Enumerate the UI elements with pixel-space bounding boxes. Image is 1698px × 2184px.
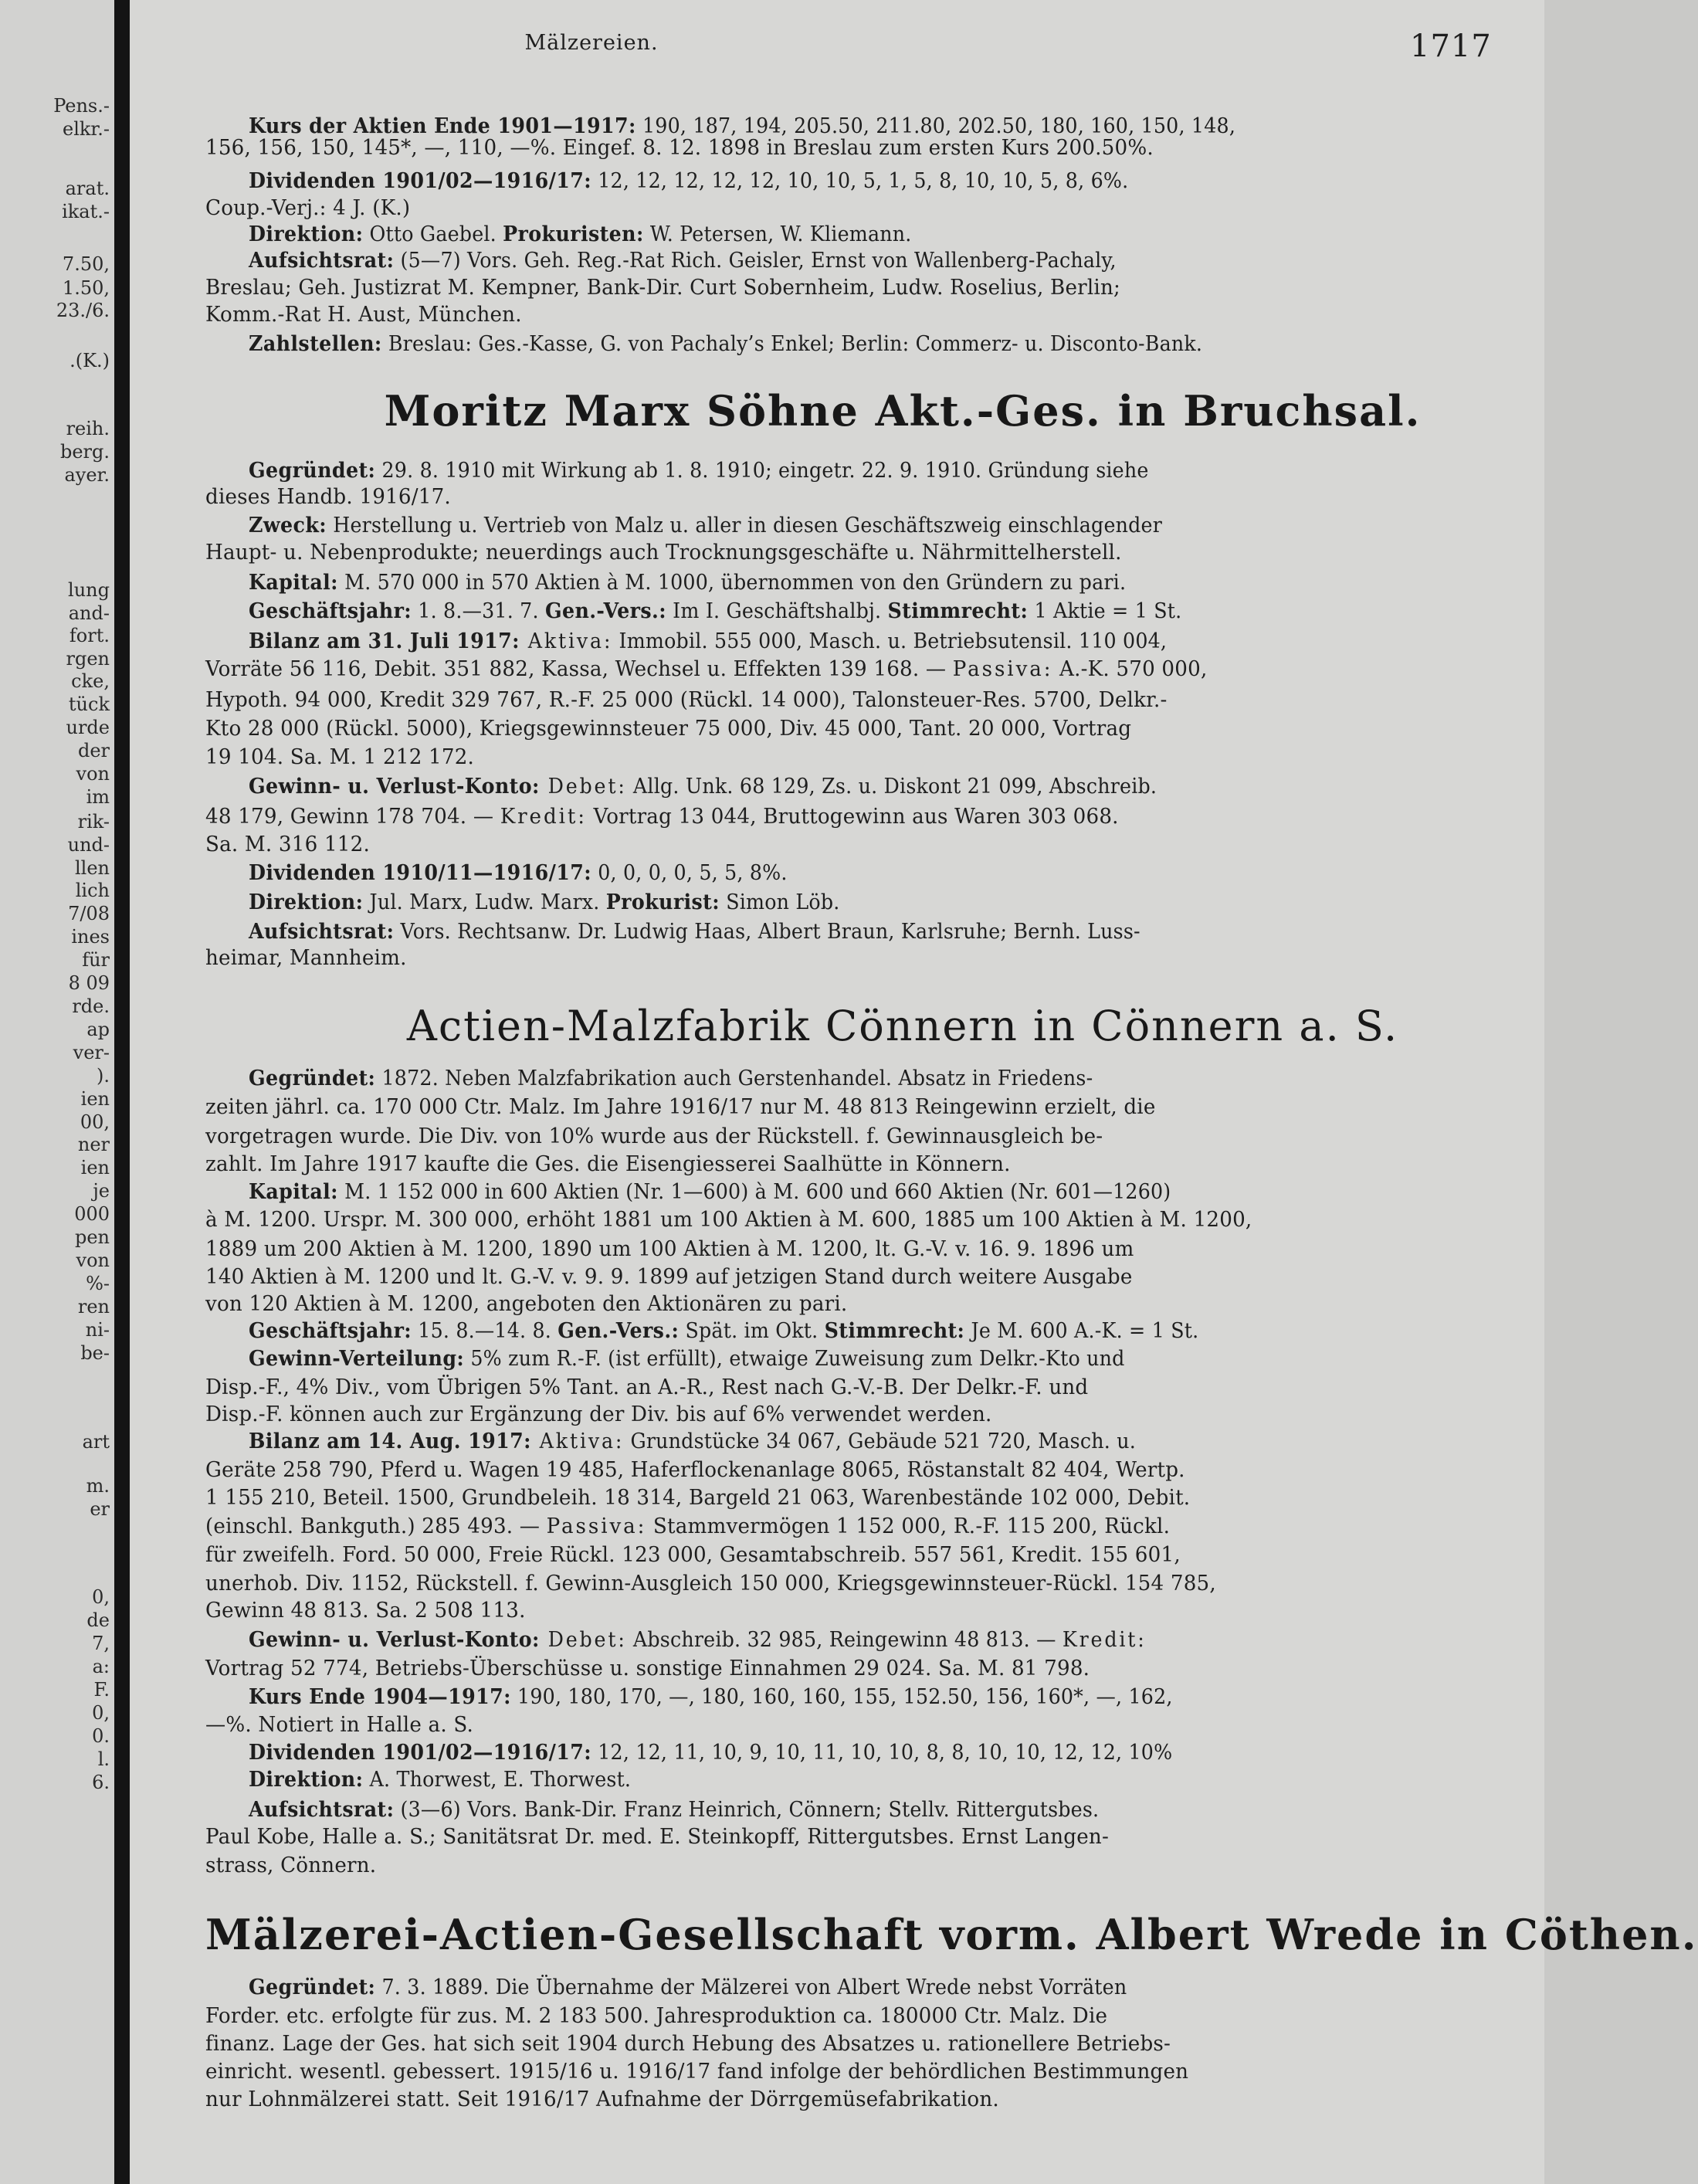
text-line bbox=[249, 171, 1557, 192]
margin-fragment: ayer. bbox=[64, 464, 110, 486]
text-line bbox=[249, 601, 1557, 622]
field-text: Herstellung u. Vertrieb von Malz u. aller in diesen Geschäftszweig einschlagender bbox=[326, 514, 1162, 538]
company-title: Moritz Marx Söhne Akt.-Ges. in Bruchsal. bbox=[384, 386, 1422, 436]
margin-fragment: art bbox=[82, 1431, 110, 1453]
field-text: A. Thorwest, E. Thorwest. bbox=[363, 1768, 632, 1792]
field-label: Kurs Ende 1904—1917: bbox=[249, 1685, 511, 1709]
text-line bbox=[205, 747, 1557, 768]
margin-fragment: ines bbox=[71, 926, 110, 948]
field-text: Vortrag 52 774, Betriebs-Überschüsse u. sonstige Einnahmen 29 024. Sa. M. 81 798. bbox=[205, 1657, 1090, 1680]
text-line bbox=[249, 776, 1557, 797]
field-text: 0, 0, 0, 0, 5, 5, 8%. bbox=[591, 861, 788, 885]
text-line bbox=[205, 690, 1557, 710]
text-line bbox=[205, 1487, 1557, 1508]
field-label: Dividenden 1901/02—1916/17: bbox=[249, 1741, 591, 1765]
text-line bbox=[205, 2033, 1557, 2054]
margin-fragment: im bbox=[86, 786, 110, 808]
margin-fragment: %- bbox=[86, 1273, 110, 1294]
field-text: —%. Notiert in Halle a. S. bbox=[205, 1713, 474, 1737]
margin-fragment: 8 09 bbox=[68, 972, 110, 994]
field-label: Aufsichtsrat: bbox=[249, 249, 395, 273]
text-line bbox=[249, 224, 1557, 245]
margin-fragment: ner bbox=[77, 1134, 110, 1155]
field-text: M. 570 000 in 570 Aktien à M. 1000, übernommen von den Gründern zu pari. bbox=[337, 571, 1127, 595]
field-label: Kurs der Aktien Ende 1901—1917: bbox=[249, 114, 636, 138]
field-text: 12, 12, 11, 10, 9, 10, 11, 10, 10, 8, 8, 10, 10, 12, 12, 10% bbox=[591, 1741, 1173, 1765]
margin-fragment: l. bbox=[97, 1748, 110, 1770]
text-line bbox=[249, 1321, 1557, 1341]
field-label: Geschäftsjahr: bbox=[249, 1319, 412, 1343]
margin-fragment: ien bbox=[80, 1157, 110, 1178]
field-text: (einschl. Bankguth.) 285 493. — bbox=[205, 1514, 547, 1538]
text-line bbox=[205, 834, 1557, 855]
margin-fragment: arat. bbox=[65, 178, 110, 199]
margin-fragment: je bbox=[93, 1180, 110, 1202]
margin-fragment: rik- bbox=[77, 811, 110, 833]
text-line bbox=[249, 921, 1557, 942]
field-label: Prokuristen: bbox=[503, 222, 644, 246]
text-line bbox=[249, 1431, 1557, 1452]
text-line bbox=[249, 1182, 1557, 1202]
field-text: vorgetragen wurde. Die Div. von 10% wurde aus der Rückstell. f. Gewinnausgleich be- bbox=[205, 1124, 1103, 1148]
spaced-label: Kredit: bbox=[1062, 1628, 1147, 1652]
margin-fragment: er bbox=[90, 1498, 110, 1520]
field-label: Gegründet: bbox=[249, 459, 376, 483]
margin-fragment: tück bbox=[68, 694, 110, 715]
field-text: Immobil. 555 000, Masch. u. Betriebsutensil. 110 004, bbox=[612, 629, 1168, 653]
margin-fragment: 0. bbox=[92, 1725, 110, 1747]
field-text: Breslau; Geh. Justizrat M. Kempner, Bank-Dir. Curt Sobernheim, Ludw. Roselius, Berlin; bbox=[205, 276, 1121, 300]
margin-fragment: 6. bbox=[92, 1772, 110, 1793]
margin-fragment: ien bbox=[80, 1088, 110, 1110]
field-text: Simon Löb. bbox=[719, 890, 840, 914]
field-text: Forder. etc. erfolgte für zus. M. 2 183 500. Jahresproduktion ca. 180000 Ctr. Malz. Die bbox=[205, 2004, 1108, 2028]
text-line bbox=[249, 1799, 1557, 1820]
field-text: Haupt- u. Nebenprodukte; neuerdings auch Trocknungsgeschäfte u. Nährmittelherstell. bbox=[205, 541, 1122, 565]
text-line bbox=[205, 1573, 1557, 1594]
margin-fragment: von bbox=[76, 1250, 110, 1271]
field-text: W. Petersen, W. Kliemann. bbox=[643, 222, 912, 246]
field-text: Otto Gaebel. bbox=[363, 222, 503, 246]
text-line bbox=[205, 1126, 1557, 1147]
margin-fragment: cke, bbox=[71, 670, 110, 692]
field-text: Gewinn 48 813. Sa. 2 508 113. bbox=[205, 1599, 526, 1623]
field-text: Disp.-F., 4% Div., vom Übrigen 5% Tant. an A.-R., Rest nach G.-V.-B. Der Delkr.-F. und bbox=[205, 1375, 1089, 1399]
text-line bbox=[249, 1348, 1557, 1369]
field-label: Gewinn-Verteilung: bbox=[249, 1347, 465, 1371]
field-text: 1889 um 200 Aktien à M. 1200, 1890 um 100 Aktien à M. 1200, lt. G.-V. v. 16. 9. 1896 um bbox=[205, 1237, 1134, 1261]
text-line bbox=[249, 334, 1557, 354]
margin-fragment: be- bbox=[80, 1342, 110, 1364]
field-label: Bilanz am 31. Juli 1917: bbox=[249, 629, 520, 653]
text-line bbox=[205, 1855, 1557, 1876]
text-line bbox=[205, 1460, 1557, 1480]
margin-fragment: elkr.- bbox=[63, 118, 110, 140]
spaced-label: Debet: bbox=[539, 775, 627, 799]
field-text: Stammvermögen 1 152 000, R.-F. 115 200, Rückl. bbox=[646, 1514, 1171, 1538]
field-text: Sa. M. 316 112. bbox=[205, 833, 370, 856]
margin-fragment: rde. bbox=[72, 995, 110, 1017]
margin-fragment: pen bbox=[74, 1226, 110, 1248]
field-label: Aufsichtsrat: bbox=[249, 920, 395, 944]
margin-fragment: and- bbox=[68, 602, 110, 624]
margin-fragment: ). bbox=[97, 1065, 110, 1087]
spaced-label: Kredit: bbox=[500, 805, 588, 829]
field-text: 1. 8.—31. 7. bbox=[412, 599, 545, 623]
field-label: Gen.-Vers.: bbox=[544, 599, 666, 623]
field-text: 19 104. Sa. M. 1 212 172. bbox=[205, 745, 475, 769]
field-label: Direktion: bbox=[249, 1768, 364, 1792]
field-text: 12, 12, 12, 12, 12, 10, 10, 5, 1, 5, 8, 10, 10, 5, 8, 6%. bbox=[591, 169, 1129, 193]
field-label: Stimmrecht: bbox=[887, 599, 1029, 623]
field-text: Abschreib. 32 985, Reingewinn 48 813. — bbox=[626, 1628, 1063, 1652]
text-line bbox=[205, 1209, 1557, 1230]
margin-fragment: ren bbox=[77, 1296, 110, 1318]
margin-fragment: 1.50, bbox=[62, 277, 110, 299]
margin-fragment: von bbox=[76, 763, 110, 785]
text-line bbox=[205, 1294, 1557, 1314]
field-label: Gegründet: bbox=[249, 1067, 376, 1090]
field-text: finanz. Lage der Ges. hat sich seit 1904 durch Hebung des Absatzes u. rationellere Betriebs- bbox=[205, 2032, 1171, 2056]
company-title: Mälzerei-Actien-Gesellschaft vorm. Albert Wrede in Cöthen. bbox=[205, 1910, 1698, 1959]
margin-fragment: lung bbox=[68, 579, 110, 601]
field-text: 7. 3. 1889. Die Übernahme der Mälzerei von Albert Wrede nebst Vorräten bbox=[375, 1975, 1127, 1999]
margin-fragment: urde bbox=[66, 717, 110, 738]
field-text: 1 Aktie = 1 St. bbox=[1028, 599, 1182, 623]
field-text: Vorräte 56 116, Debit. 351 882, Kassa, Wechsel u. Effekten 139 168. — bbox=[205, 657, 953, 681]
text-line bbox=[205, 2089, 1557, 2110]
field-text: M. 1 152 000 in 600 Aktien (Nr. 1—600) à M. 600 und 660 Aktien (Nr. 601—1260) bbox=[337, 1180, 1171, 1204]
field-text: Im I. Geschäftshalbj. bbox=[666, 599, 888, 623]
field-text: 1872. Neben Malzfabrikation auch Gerstenhandel. Absatz in Friedens- bbox=[375, 1067, 1093, 1090]
field-text: Jul. Marx, Ludw. Marx. bbox=[363, 890, 606, 914]
text-line bbox=[205, 304, 1557, 325]
text-line bbox=[205, 487, 1557, 507]
margin-fragment: 0, bbox=[92, 1702, 110, 1724]
field-label: Direktion: bbox=[249, 222, 364, 246]
margin-fragment: llen bbox=[74, 857, 110, 879]
text-line bbox=[249, 1977, 1557, 1998]
margin-fragment: de bbox=[86, 1609, 110, 1631]
field-text: einricht. wesentl. gebessert. 1915/16 u. 1916/17 fand infolge der behördlichen Bestimmungen bbox=[205, 2060, 1189, 2084]
spaced-label: Passiva: bbox=[952, 657, 1053, 681]
field-text: Geräte 258 790, Pferd u. Wagen 19 485, Haferflockenanlage 8065, Röstanstalt 82 404, Wertp. bbox=[205, 1458, 1185, 1482]
field-label: Gen.-Vers.: bbox=[558, 1319, 680, 1343]
field-label: Kapital: bbox=[249, 1180, 338, 1204]
field-label: Gewinn- u. Verlust-Konto: bbox=[249, 775, 540, 799]
field-text: 140 Aktien à M. 1200 und lt. G.-V. v. 9. 9. 1899 auf jetzigen Stand durch weitere Ausgabe bbox=[205, 1265, 1133, 1289]
field-text: 15. 8.—14. 8. bbox=[412, 1319, 558, 1343]
text-line bbox=[249, 892, 1557, 913]
running-header-title: Mälzereien. bbox=[524, 31, 659, 55]
field-text: (3—6) Vors. Bank-Dir. Franz Heinrich, Cönnern; Stellv. Rittergutsbes. bbox=[394, 1798, 1100, 1822]
text-line bbox=[205, 1516, 1557, 1537]
field-label: Gegründet: bbox=[249, 1975, 376, 1999]
field-text: à M. 1200. Urspr. M. 300 000, erhöht 1881 um 100 Aktien à M. 600, 1885 um 100 Aktien à M. 1200, bbox=[205, 1208, 1252, 1232]
field-text: Vortrag 13 044, Bruttogewinn aus Waren 303 068. bbox=[587, 805, 1119, 829]
field-text: Kto 28 000 (Rückl. 5000), Kriegsgewinnsteuer 75 000, Div. 45 000, Tant. 20 000, Vortrag bbox=[205, 717, 1132, 741]
field-text: für zweifelh. Ford. 50 000, Freie Rückl. 123 000, Gesamtabschreib. 557 561, Kredit. 155 601, bbox=[205, 1543, 1181, 1567]
text-line bbox=[205, 806, 1557, 827]
text-line bbox=[205, 1658, 1557, 1679]
margin-fragment: für bbox=[82, 949, 110, 971]
text-line bbox=[249, 1769, 1557, 1790]
field-text: (5—7) Vors. Geh. Reg.-Rat Rich. Geisler, Ernst von Wallenberg-Pachaly, bbox=[394, 249, 1117, 273]
margin-fragment: 7.50, bbox=[62, 253, 110, 275]
field-text: Hypoth. 94 000, Kredit 329 767, R.-F. 25 000 (Rückl. 14 000), Talonsteuer-Res. 5700, Delkr.- bbox=[205, 688, 1168, 712]
text-line bbox=[205, 1267, 1557, 1287]
field-text: nur Lohnmälzerei statt. Seit 1916/17 Aufnahme der Dörrgemüsefabrikation. bbox=[205, 2087, 999, 2111]
field-text: Disp.-F. können auch zur Ergänzung der Div. bis auf 6% verwendet werden. bbox=[205, 1402, 992, 1426]
margin-fragment: 23./6. bbox=[56, 300, 110, 321]
field-label: Dividenden 1901/02—1916/17: bbox=[249, 169, 591, 193]
text-line bbox=[249, 460, 1557, 481]
field-text: A.-K. 570 000, bbox=[1052, 657, 1208, 681]
field-text: 190, 180, 170, —, 180, 160, 160, 155, 152.50, 156, 160*, —, 162, bbox=[510, 1685, 1173, 1709]
company-title: Actien-Malzfabrik Cönnern in Cönnern a. S. bbox=[406, 1002, 1399, 1050]
text-line bbox=[205, 137, 1557, 158]
margin-fragment: 7/08 bbox=[68, 903, 110, 924]
text-line bbox=[205, 659, 1557, 680]
margin-fragment: ver- bbox=[73, 1042, 110, 1063]
margin-fragment: a: bbox=[92, 1656, 110, 1677]
field-text: Vors. Rechtsanw. Dr. Ludwig Haas, Albert Braun, Karlsruhe; Bernh. Luss- bbox=[394, 920, 1140, 944]
spaced-label: Debet: bbox=[539, 1628, 627, 1652]
text-line bbox=[205, 718, 1557, 739]
field-label: Kapital: bbox=[249, 571, 338, 595]
text-line bbox=[249, 1742, 1557, 1763]
field-label: Zahlstellen: bbox=[249, 332, 382, 356]
field-label: Aufsichtsrat: bbox=[249, 1798, 395, 1822]
field-text: 5% zum R.-F. (ist erfüllt), etwaige Zuweisung zum Delkr.-Kto und bbox=[464, 1347, 1125, 1371]
left-page-margin bbox=[0, 0, 114, 2184]
text-line bbox=[205, 1377, 1557, 1398]
margin-fragment: und- bbox=[67, 834, 110, 856]
spaced-label: Aktiva: bbox=[519, 629, 613, 653]
field-text: 190, 187, 194, 205.50, 211.80, 202.50, 180, 160, 150, 148, bbox=[635, 114, 1236, 138]
margin-fragment: 7, bbox=[92, 1633, 110, 1654]
text-line bbox=[249, 515, 1557, 536]
text-line bbox=[205, 1239, 1557, 1260]
field-text: Allg. Unk. 68 129, Zs. u. Diskont 21 099, Abschreib. bbox=[626, 775, 1157, 799]
text-line bbox=[205, 1154, 1557, 1175]
field-text: unerhob. Div. 1152, Rückstell. f. Gewinn-Ausgleich 150 000, Kriegsgewinnsteuer-Rückl. 154 785, bbox=[205, 1572, 1216, 1596]
page-number: 1717 bbox=[1410, 29, 1492, 64]
field-text: zahlt. Im Jahre 1917 kaufte die Ges. die Eisengiesserei Saalhütte in Könnern. bbox=[205, 1152, 1011, 1176]
field-text: Spät. im Okt. bbox=[679, 1319, 825, 1343]
field-text: strass, Cönnern. bbox=[205, 1853, 377, 1877]
text-line bbox=[249, 1687, 1557, 1708]
field-text: Je M. 600 A.-K. = 1 St. bbox=[964, 1319, 1199, 1343]
margin-fragment: fort. bbox=[69, 625, 110, 646]
field-text: 156, 156, 150, 145*, —, 110, —%. Eingef. 8. 12. 1898 in Breslau zum ersten Kurs 200.50%. bbox=[205, 136, 1154, 160]
field-text: 48 179, Gewinn 178 704. — bbox=[205, 805, 500, 829]
text-line bbox=[205, 542, 1557, 563]
spaced-label: Passiva: bbox=[546, 1514, 647, 1538]
field-text: zeiten jährl. ca. 170 000 Ctr. Malz. Im Jahre 1916/17 nur M. 48 813 Reingewinn erzielt, die bbox=[205, 1095, 1156, 1119]
margin-fragment: F. bbox=[93, 1679, 110, 1701]
text-line bbox=[249, 116, 1557, 137]
text-line bbox=[205, 948, 1557, 968]
text-line bbox=[249, 572, 1557, 593]
text-line bbox=[249, 631, 1557, 652]
margin-fragment: ni- bbox=[85, 1319, 110, 1341]
field-text: Paul Kobe, Halle a. S.; Sanitätsrat Dr. med. E. Steinkopff, Rittergutsbes. Ernst Langen- bbox=[205, 1825, 1109, 1849]
field-text: 1 155 210, Beteil. 1500, Grundbeleih. 18 314, Bargeld 21 063, Warenbestände 102 000, Debit. bbox=[205, 1486, 1191, 1510]
field-label: Prokurist: bbox=[605, 890, 720, 914]
field-label: Bilanz am 14. Aug. 1917: bbox=[249, 1429, 531, 1453]
text-line bbox=[205, 277, 1557, 298]
margin-fragment: ap bbox=[86, 1019, 110, 1040]
margin-fragment: .(K.) bbox=[69, 350, 110, 371]
field-text: heimar, Mannheim. bbox=[205, 946, 407, 970]
document-page bbox=[130, 0, 1698, 2184]
text-line bbox=[205, 1826, 1557, 1847]
text-line bbox=[205, 1404, 1557, 1425]
field-text: von 120 Aktien à M. 1200, angeboten den Aktionären zu pari. bbox=[205, 1292, 848, 1316]
field-label: Stimmrecht: bbox=[824, 1319, 965, 1343]
text-line bbox=[205, 2006, 1557, 2026]
field-label: Direktion: bbox=[249, 890, 364, 914]
text-line bbox=[205, 1097, 1557, 1117]
text-line bbox=[249, 1068, 1557, 1089]
field-label: Geschäftsjahr: bbox=[249, 599, 412, 623]
field-text: Grundstücke 34 067, Gebäude 521 720, Masch. u. bbox=[624, 1429, 1136, 1453]
field-label: Dividenden 1910/11—1916/17: bbox=[249, 861, 591, 885]
field-text: Komm.-Rat H. Aust, München. bbox=[205, 303, 522, 327]
field-text: 29. 8. 1910 mit Wirkung ab 1. 8. 1910; eingetr. 22. 9. 1910. Gründung siehe bbox=[375, 459, 1149, 483]
text-line bbox=[249, 1630, 1557, 1650]
margin-fragment: 000 bbox=[74, 1203, 110, 1225]
field-text: dieses Handb. 1916/17. bbox=[205, 485, 451, 509]
text-line bbox=[249, 250, 1557, 271]
spaced-label: Aktiva: bbox=[530, 1429, 625, 1453]
text-line bbox=[205, 2061, 1557, 2082]
field-label: Gewinn- u. Verlust-Konto: bbox=[249, 1628, 540, 1652]
margin-fragment: 00, bbox=[80, 1111, 110, 1133]
margin-fragment: ikat.- bbox=[62, 201, 110, 222]
margin-fragment: der bbox=[77, 740, 110, 761]
margin-fragment: berg. bbox=[59, 441, 110, 463]
text-line bbox=[205, 1714, 1557, 1735]
field-text: Coup.-Verj.: 4 J. (K.) bbox=[205, 196, 411, 220]
text-line bbox=[205, 1545, 1557, 1565]
text-line bbox=[205, 1600, 1557, 1621]
margin-fragment: rgen bbox=[66, 648, 110, 670]
margin-fragment: 0, bbox=[92, 1586, 110, 1608]
text-line bbox=[205, 198, 1557, 219]
text-line bbox=[249, 863, 1557, 883]
field-label: Zweck: bbox=[249, 514, 327, 538]
margin-fragment: m. bbox=[86, 1475, 110, 1497]
margin-fragment: Pens.- bbox=[53, 95, 110, 117]
margin-fragment: reih. bbox=[66, 418, 110, 439]
margin-fragment: lich bbox=[75, 880, 110, 901]
book-gutter bbox=[114, 0, 130, 2184]
field-text: Breslau: Ges.-Kasse, G. von Pachaly’s Enkel; Berlin: Commerz- u. Disconto-Bank. bbox=[381, 332, 1203, 356]
